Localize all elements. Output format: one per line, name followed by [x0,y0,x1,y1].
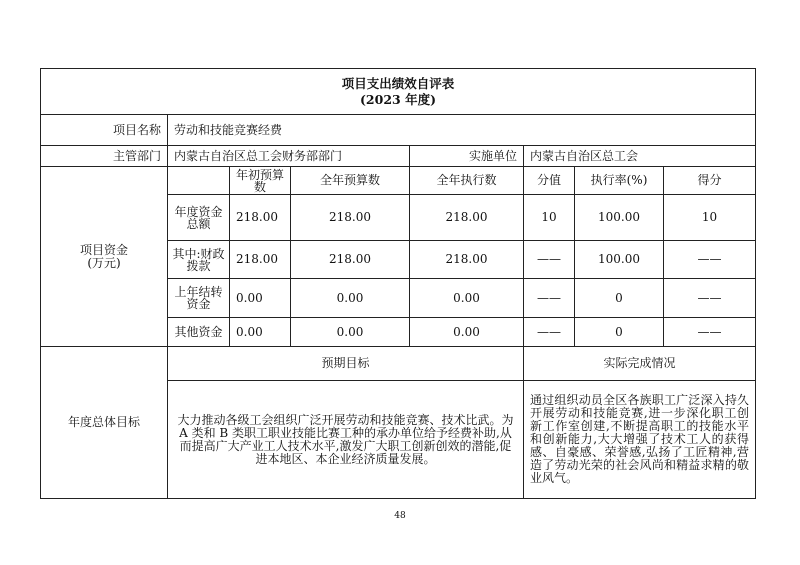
row-score: —— [524,241,575,279]
row-initial: 218.00 [230,241,291,279]
header-score: 分值 [524,167,575,195]
funds-header-row [41,167,756,195]
header-initial-budget: 年初预算数 [230,167,291,195]
project-name-label: 项目名称 [41,115,168,146]
row-score: —— [524,279,575,318]
row-name: 其中:财政拨款 [168,241,230,279]
table-title-cell [41,69,756,115]
row-full: 0.00 [291,318,410,347]
impl-unit-label: 实施单位 [410,146,524,167]
page-number: 48 [394,511,406,521]
row-name: 其他资金 [168,318,230,347]
row-full: 0.00 [291,279,410,318]
table-subtitle: (2023 年度) [360,91,436,107]
row-points: —— [664,318,756,347]
header-points: 得分 [664,167,756,195]
title-row [41,69,756,115]
row-points: —— [664,279,756,318]
row-rate: 100.00 [575,241,664,279]
row-exec: 218.00 [410,195,524,241]
evaluation-table [40,68,756,499]
funds-label [41,167,168,347]
actual-result-header: 实际完成情况 [524,347,756,381]
goals-label: 年度总体目标 [41,347,168,499]
dept-value: 内蒙古自治区总工会财务部部门 [168,146,410,167]
row-exec: 0.00 [410,279,524,318]
row-name: 年度资金总额 [168,195,230,241]
funds-label-line1: 项目资金 [79,242,128,257]
project-row [41,115,756,146]
evaluation-sheet [40,68,755,499]
expected-goal-text: 大力推动各级工会组织广泛开展劳动和技能竞赛、技术比武。为 A 类和 B 类职工职业技能比赛工种的承办单位给予经费补助,从而提高广大产业工人技术水平,激发广大职工创新创效的潜能,促进本地区、本企业经济质量发展。 [168,381,524,499]
row-score: 10 [524,195,575,241]
dept-row [41,146,756,167]
dept-label: 主管部门 [41,146,168,167]
row-exec: 218.00 [410,241,524,279]
project-name-value: 劳动和技能竞赛经费 [168,115,756,146]
row-exec: 0.00 [410,318,524,347]
header-exec-rate: 执行率(%) [575,167,664,195]
row-name: 上年结转资金 [168,279,230,318]
impl-unit-value: 内蒙古自治区总工会 [524,146,756,167]
row-rate: 100.00 [575,195,664,241]
row-initial: 0.00 [230,279,291,318]
row-score: —— [524,318,575,347]
table-title: 项目支出绩效自评表 [341,75,455,91]
row-initial: 218.00 [230,195,291,241]
row-full: 218.00 [291,195,410,241]
goals-header-row [41,347,756,381]
row-rate: 0 [575,279,664,318]
actual-result-text: 通过组织动员全区各族职工广泛深入持久开展劳动和技能竞赛,进一步深化职工创新工作室创建,不断提高职工的技能水平和创新能力,大大增强了技术工人的获得感、自豪感、荣誉感,弘扬了工匠精神,营造了劳动光荣的社会风尚和精益求精的敬业风气。 [524,381,756,499]
header-full-budget: 全年预算数 [291,167,410,195]
expected-goal-header: 预期目标 [168,347,524,381]
row-points: 10 [664,195,756,241]
row-points: —— [664,241,756,279]
row-full: 218.00 [291,241,410,279]
funds-label-line2: (万元) [87,255,121,270]
header-full-exec: 全年执行数 [410,167,524,195]
funds-header-blank [168,167,230,195]
row-initial: 0.00 [230,318,291,347]
row-rate: 0 [575,318,664,347]
